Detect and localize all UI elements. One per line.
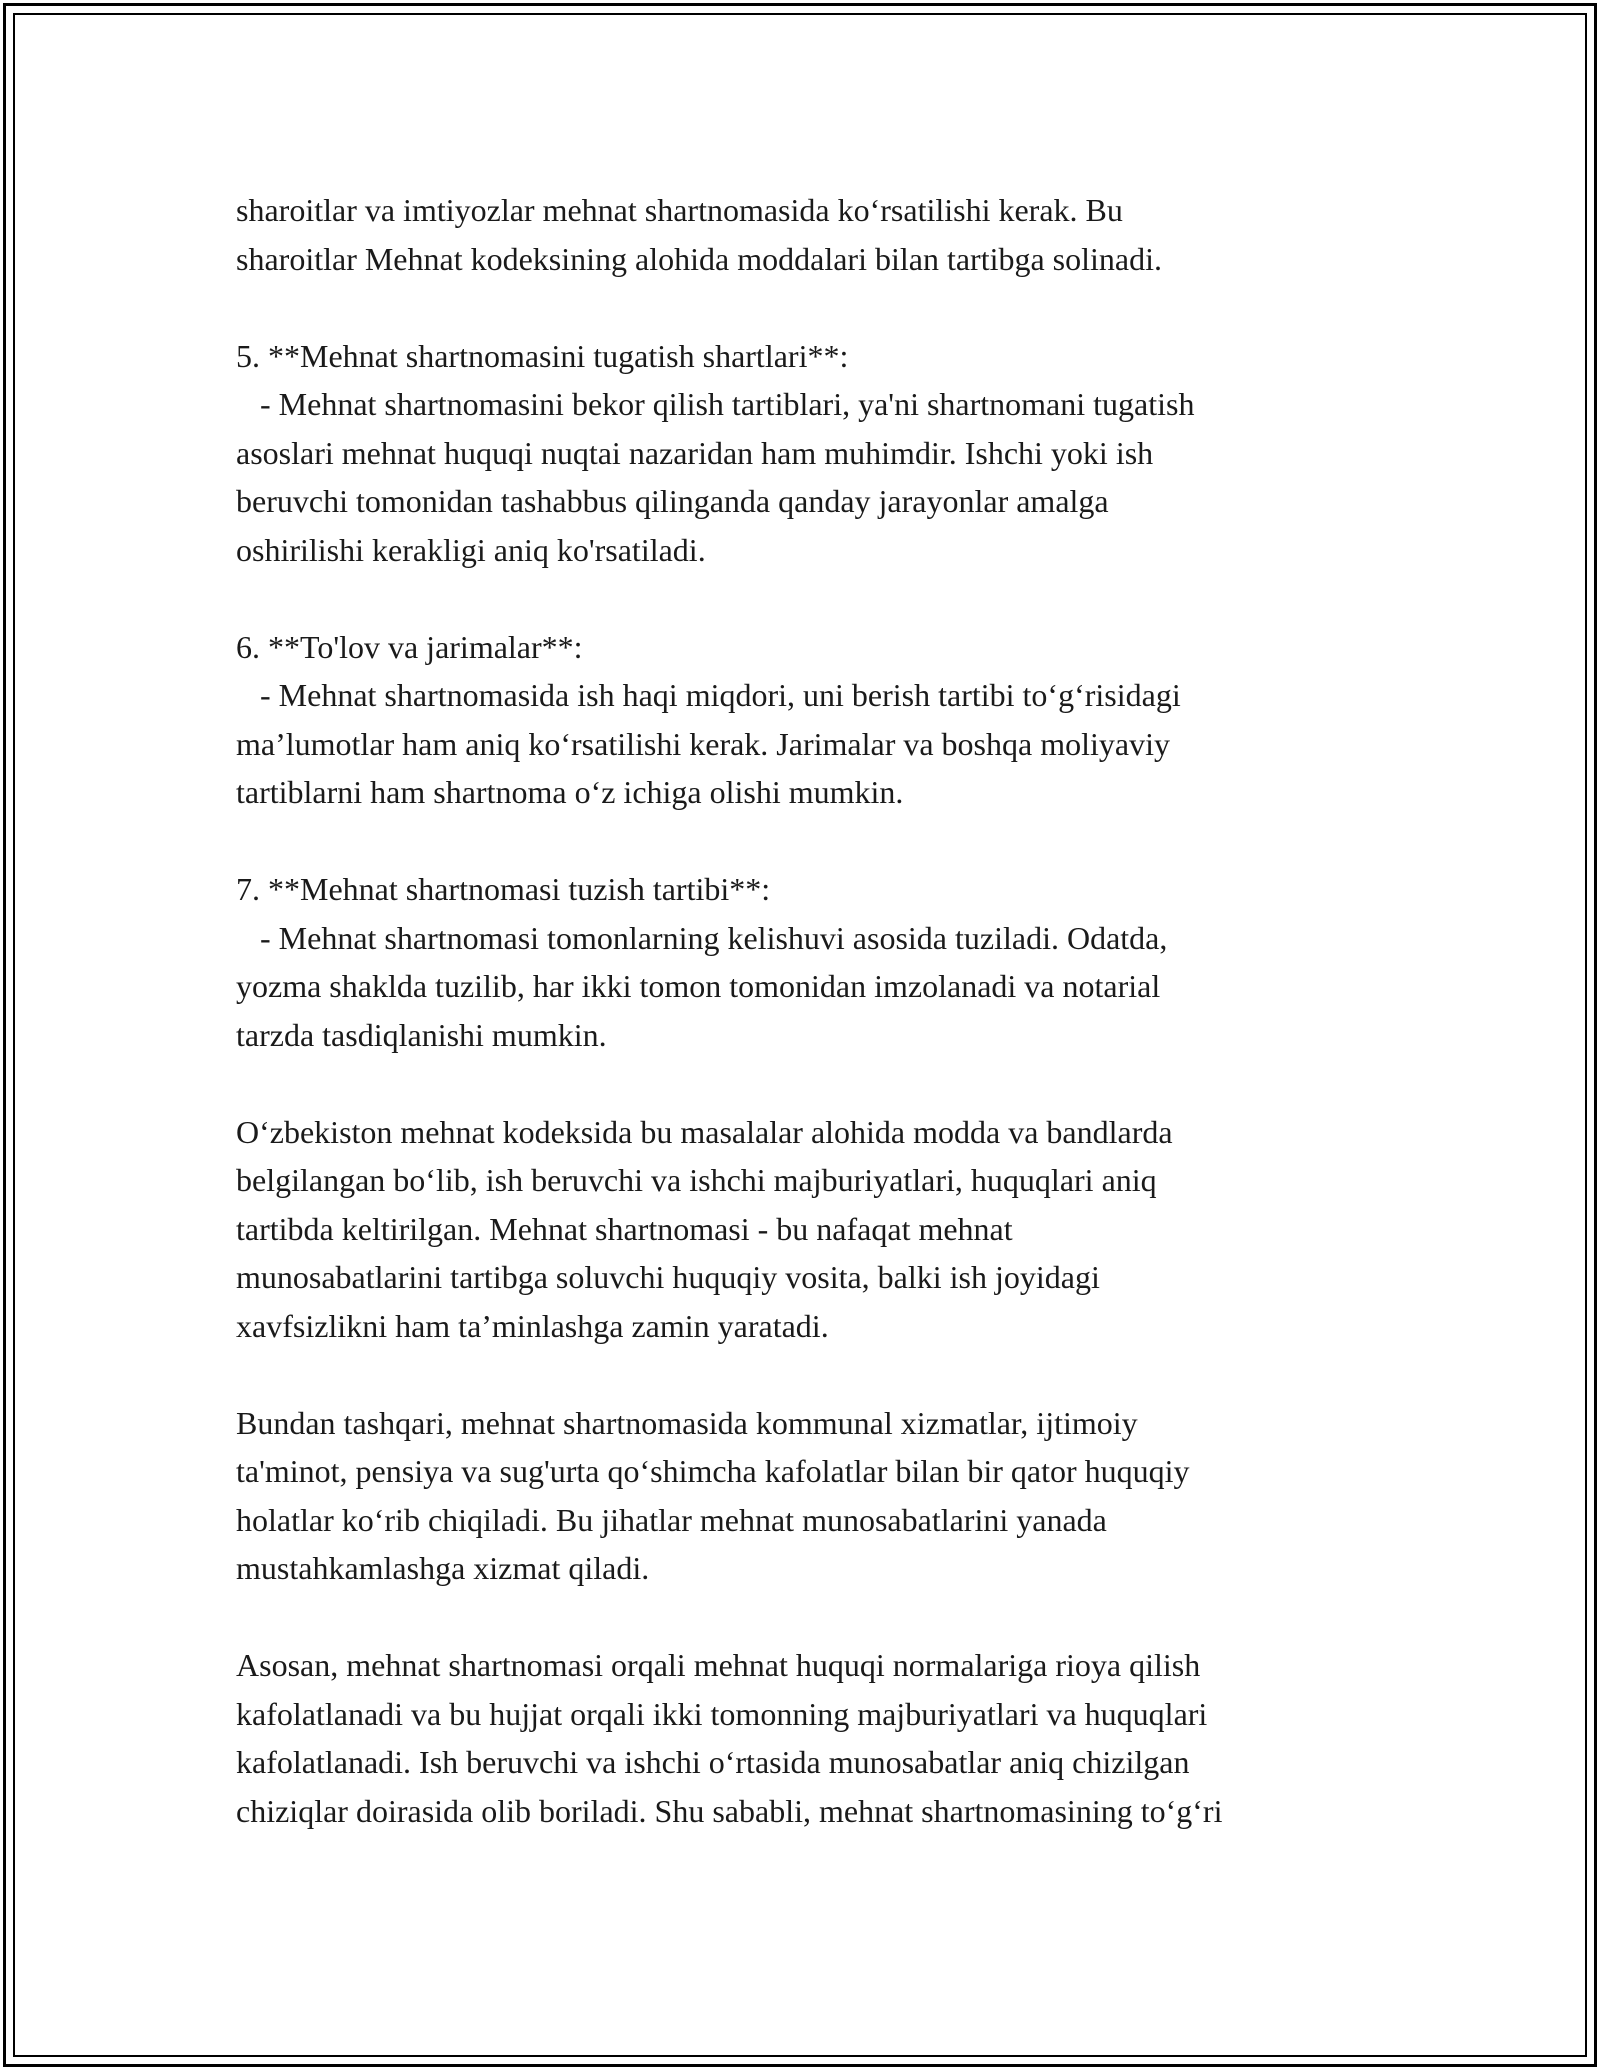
section-heading-5: 5. **Mehnat shartnomasini tugatish shartlari**:: [236, 337, 849, 374]
blank-line: [236, 1059, 1406, 1108]
section-heading-6: 6. **To'lov va jarimalar**:: [236, 628, 583, 665]
text-line: tartibda keltirilgan. Mehnat shartnomasi - bu nafaqat mehnat: [236, 1210, 1013, 1247]
document-body: [236, 186, 1406, 1835]
blank-line: [236, 817, 1406, 866]
text-line: kafolatlanadi. Ish beruvchi va ishchi o‘rtasida munosabatlar aniq chizilgan: [236, 1744, 1190, 1780]
text-line: sharoitlar Mehnat kodeksining alohida moddalari bilan tartibga solinadi.: [236, 240, 1162, 277]
text-line: belgilangan bo‘lib, ish beruvchi va ishchi majburiyatlari, huquqlari aniq: [236, 1162, 1157, 1198]
text-line: chiziqlar doirasida olib boriladi. Shu sababli, mehnat shartnomasining to‘g‘ri: [236, 1792, 1223, 1829]
text-line: munosabatlarini tartibga soluvchi huquqiy vosita, balki ish joyidagi: [236, 1259, 1100, 1295]
text-line: holatlar ko‘rib chiqiladi. Bu jihatlar mehnat munosabatlarini yanada: [236, 1501, 1107, 1538]
text-line: Asosan, mehnat shartnomasi orqali mehnat huquqi normalariga rioya qilish: [236, 1647, 1201, 1683]
blank-line: [236, 283, 1406, 332]
text-line: ta'minot, pensiya va sug'urta qo‘shimcha kafolatlar bilan bir qator huquqiy: [236, 1453, 1190, 1489]
text-line: mustahkamlashga xizmat qiladi.: [236, 1550, 650, 1586]
text-line: asoslari mehnat huquqi nuqtai nazaridan ham muhimdir. Ishchi yoki ish: [236, 434, 1154, 471]
text-line: beruvchi tomonidan tashabbus qilinganda qanday jarayonlar amalga: [236, 483, 1109, 519]
text-line: - Mehnat shartnomasi tomonlarning kelishuvi asosida tuziladi. Odatda,: [236, 919, 1168, 956]
text-line: Bundan tashqari, mehnat shartnomasida kommunal xizmatlar, ijtimoiy: [236, 1404, 1138, 1441]
text-line: xavfsizlikni ham ta’minlashga zamin yaratadi.: [236, 1307, 829, 1344]
text-line: kafolatlanadi va bu hujjat orqali ikki tomonning majburiyatlari va huquqlari: [236, 1695, 1208, 1732]
text-line: yozma shaklda tuzilib, har ikki tomon tomonidan imzolanadi va notarial: [236, 968, 1161, 1004]
text-line: sharoitlar va imtiyozlar mehnat shartnomasida ko‘rsatilishi kerak. Bu: [236, 192, 1123, 228]
blank-line: [236, 1350, 1406, 1399]
text-line: tarzda tasdiqlanishi mumkin.: [236, 1016, 607, 1053]
text-line: - Mehnat shartnomasida ish haqi miqdori, uni berish tartibi to‘g‘risidagi: [236, 677, 1181, 713]
text-line: tartiblarni ham shartnoma o‘z ichiga olishi mumkin.: [236, 774, 904, 810]
text-line: oshirilishi kerakligi aniq ko'rsatiladi.: [236, 531, 706, 568]
blank-line: [236, 1593, 1406, 1642]
blank-line: [236, 574, 1406, 623]
text-line: - Mehnat shartnomasini bekor qilish tartiblari, ya'ni shartnomani tugatish: [236, 386, 1195, 422]
text-line: ma’lumotlar ham aniq ko‘rsatilishi kerak. Jarimalar va boshqa moliyaviy: [236, 725, 1170, 762]
section-heading-7: 7. **Mehnat shartnomasi tuzish tartibi**:: [236, 871, 771, 907]
text-line: O‘zbekiston mehnat kodeksida bu masalalar alohida modda va bandlarda: [236, 1113, 1173, 1150]
